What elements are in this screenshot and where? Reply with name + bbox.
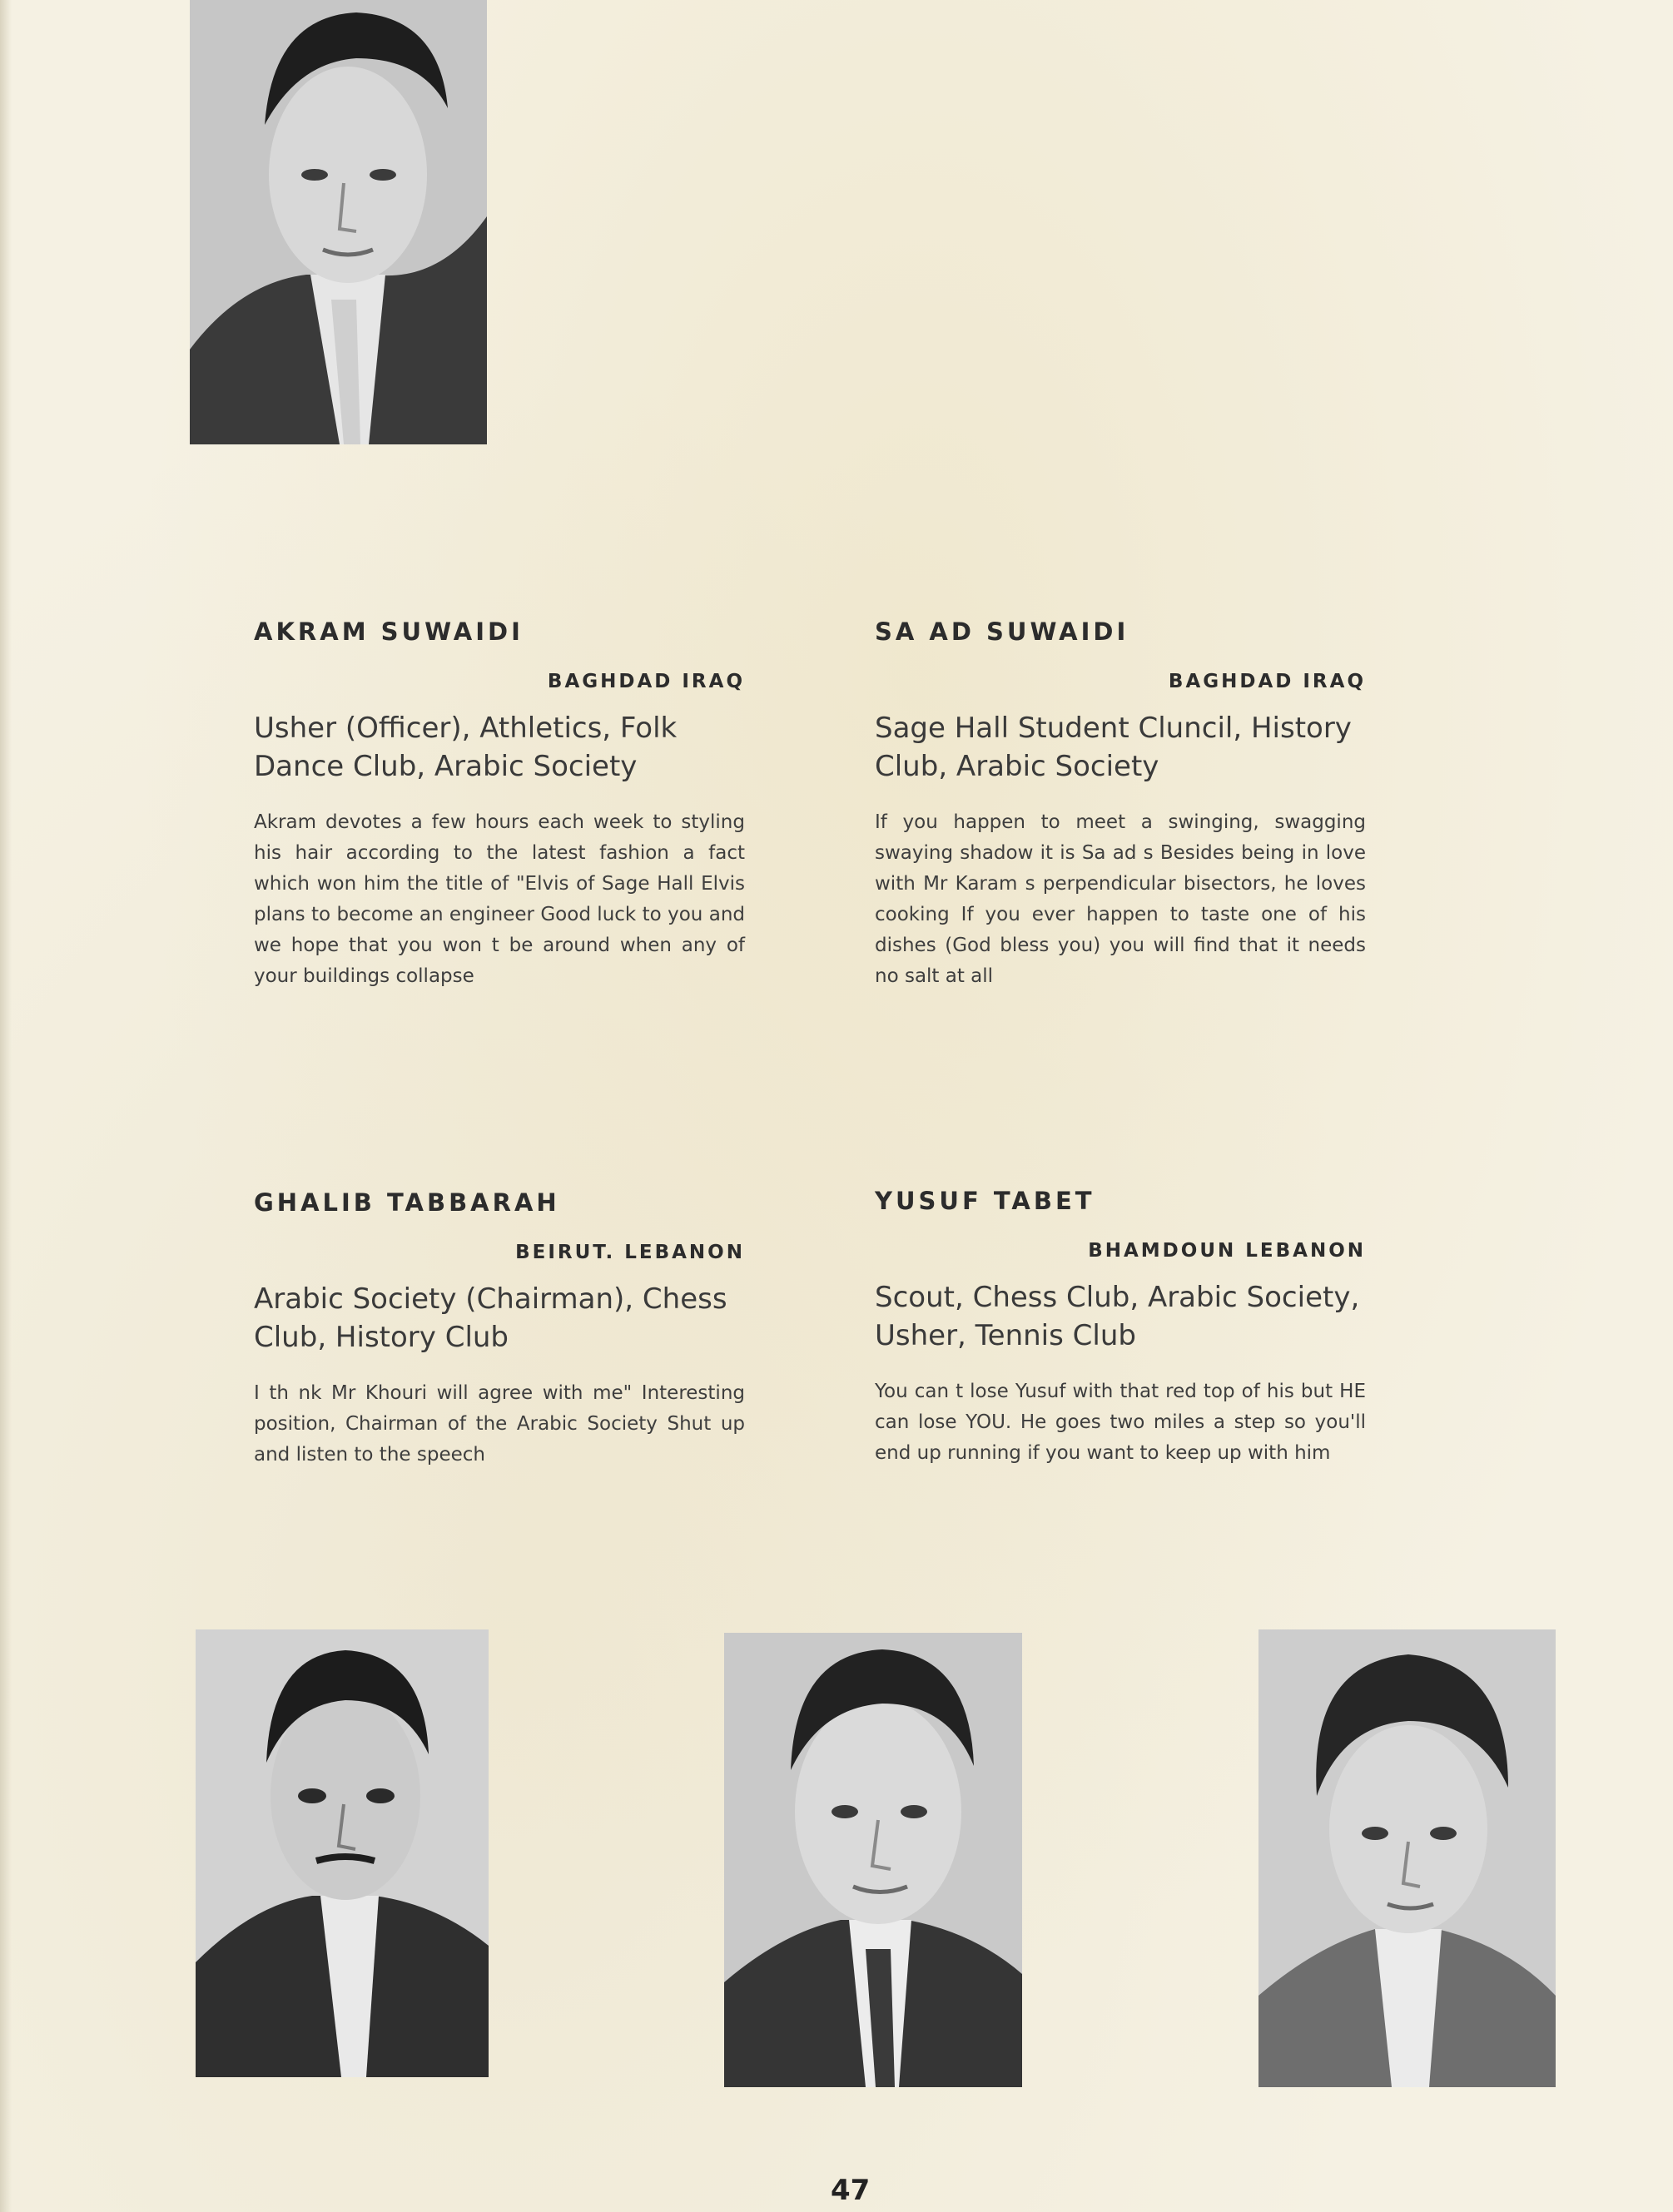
portrait-photo-saad	[724, 1633, 1022, 2087]
entry-yusuf-tabet	[875, 1187, 1366, 1469]
student-bio: You can t lose Yusuf with that red top of his but HE can lose YOU. He goes two miles a step so you'll end up running if you want to keep up with him	[875, 1381, 1366, 1464]
student-name: YUSUF TABET	[875, 1187, 1095, 1215]
student-hometown: BEIRUT. LEBANON	[515, 1242, 745, 1263]
entry-ghalib-tabbarah	[254, 1188, 745, 1471]
entry-saad-suwaidi	[875, 617, 1366, 992]
portrait-photo-akram	[190, 0, 487, 444]
portrait-photo-yusuf	[1258, 1629, 1556, 2087]
student-bio: I th nk Mr Khouri will agree with me" Interesting position, Chairman of the Arabic Society Shut up and listen to the speech	[254, 1382, 745, 1466]
student-hometown: BAGHDAD IRAQ	[1168, 671, 1366, 692]
student-bio: Akram devotes a few hours each week to styling his hair according to the latest fashion a fact which won him the title of "Elvis of Sage Hall Elvis plans to become an engineer Good luck to you and we hope that you won t be around when any of your buildings collapse	[254, 811, 745, 987]
page-number: 47	[831, 2174, 871, 2207]
student-name: GHALIB TABBARAH	[254, 1188, 560, 1217]
portrait-photo-ghalib	[196, 1629, 489, 2077]
student-activities: Scout, Chess Club, Arabic Society, Usher, Tennis Club	[875, 1281, 1360, 1352]
student-hometown: BHAMDOUN LEBANON	[1088, 1240, 1366, 1262]
student-hometown: BAGHDAD IRAQ	[547, 671, 745, 692]
student-name: AKRAM SUWAIDI	[254, 617, 524, 646]
student-name: SA AD SUWAIDI	[875, 617, 1129, 646]
student-activities: Arabic Society (Chairman), Chess Club, History Club	[254, 1282, 727, 1354]
binding-edge	[0, 0, 12, 2212]
student-activities: Sage Hall Student Cluncil, History Club, Arabic Society	[875, 712, 1352, 783]
student-activities: Usher (Officer), Athletics, Folk Dance Club, Arabic Society	[254, 712, 678, 783]
student-bio: If you happen to meet a swinging, swagging swaying shadow it is Sa ad s Besides being in love with Mr Karam s perpendicular bisectors, he loves cooking If you ever happen to taste one of his dishes (God bless you) you will find that it needs no salt at all	[875, 811, 1366, 987]
entry-akram-suwaidi	[254, 617, 745, 992]
